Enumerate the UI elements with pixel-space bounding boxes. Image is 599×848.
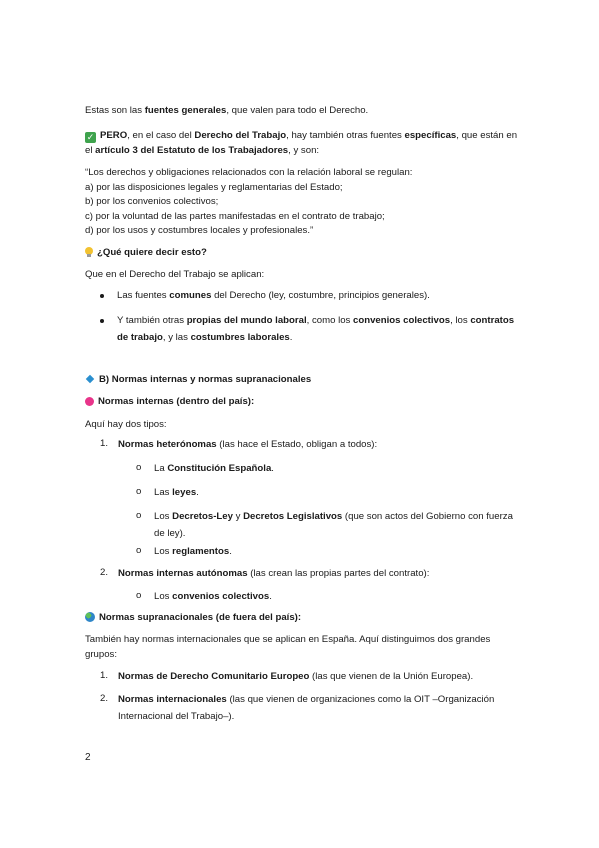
list-item — [118, 436, 518, 453]
internas-heading — [85, 395, 515, 410]
text: También hay normas internacionales que se aplican en España. Aquí distinguimos dos grandes — [85, 634, 491, 645]
heading-text: Normas internas (dentro del país): — [98, 396, 255, 407]
text: , los — [450, 315, 471, 326]
text: Estas son las — [85, 105, 145, 116]
question-heading — [85, 246, 515, 261]
text: el — [85, 144, 96, 156]
bold-text: específicas — [404, 130, 457, 141]
text: , y son: — [288, 144, 320, 156]
bold-text: Normas internas autónomas — [118, 568, 248, 579]
quote-line: d) por los usos y costumbres locales y profesionales.” — [85, 225, 314, 236]
heading-text: Normas supranacionales (de fuera del país): — [99, 612, 302, 623]
bold-text: fuentes generales — [144, 105, 227, 116]
section-b-heading — [85, 373, 515, 388]
bold-text: convenios colectivos — [353, 315, 451, 326]
text: . — [271, 463, 274, 474]
supra-intro — [85, 633, 515, 662]
text: Que en el Derecho del Trabajo se aplican: — [85, 269, 265, 280]
heading-text: ¿Qué quiere decir esto? — [97, 247, 207, 258]
list-item — [118, 691, 518, 725]
quote-line: a) por las disposiciones legales y reglamentarias del Estado; — [85, 181, 343, 193]
page-number: 2 — [85, 752, 91, 763]
bold-text: PERO — [100, 130, 128, 141]
list-item — [154, 484, 514, 501]
list-item — [154, 588, 514, 605]
text: (las hace el Estado, obligan a todos): — [216, 439, 378, 450]
bold-text: costumbres laborales — [190, 332, 290, 343]
bold-text: de trabajo — [117, 332, 163, 343]
sub-bullet: o — [136, 486, 142, 497]
statute-quote — [85, 166, 515, 239]
heading-text: B) Normas internas y normas supranacionales — [99, 374, 312, 385]
bold-text: leyes — [172, 487, 197, 498]
bold-text: Normas de Derecho Comunitario Europeo — [118, 671, 310, 682]
text: , y las — [162, 332, 191, 343]
list-number: 1. — [100, 670, 109, 681]
quote-line: b) por los convenios colectivos; — [85, 196, 219, 207]
text: Y también otras — [117, 315, 187, 326]
quote-line: “Los derechos y obligaciones relacionados con la relación laboral se regulan: — [85, 167, 413, 178]
text: . — [269, 591, 272, 602]
bold-text: artículo 3 del Estatuto de los Trabajadores — [95, 144, 289, 156]
text: Los — [154, 511, 173, 522]
bold-text: Constitución Española — [167, 463, 272, 474]
list-item — [118, 668, 518, 685]
text: grupos: — [85, 648, 117, 660]
quote-line: c) por la voluntad de las partes manifestadas en el contrato de trabajo; — [85, 210, 385, 222]
text: y — [232, 511, 244, 522]
lightbulb-icon — [85, 247, 93, 257]
text: Los — [154, 591, 173, 602]
pero-paragraph — [85, 129, 518, 158]
text: Aquí hay dos tipos: — [85, 419, 167, 430]
sub-bullet: o — [136, 462, 142, 473]
text: , hay también otras fuentes — [286, 130, 405, 141]
text: Las fuentes — [117, 290, 170, 301]
bullet-dot-icon — [100, 294, 104, 298]
intro-paragraph — [85, 104, 515, 119]
list-number: 2. — [100, 567, 109, 578]
bold-text: Normas heterónomas — [118, 439, 217, 450]
bold-text: contratos — [470, 315, 515, 326]
bold-text: convenios colectivos — [172, 591, 270, 602]
blue-diamond-icon — [86, 375, 94, 383]
bold-text: Decretos-Ley — [172, 511, 233, 522]
list-item — [118, 565, 518, 582]
sub-bullet: o — [136, 590, 142, 601]
bullet-dot-icon — [100, 319, 104, 323]
text: (las que vienen de la Unión Europea). — [309, 671, 474, 682]
check-mark-icon: ✓ — [86, 132, 95, 142]
sub-bullet: o — [136, 545, 142, 556]
bold-text: Decretos Legislativos — [243, 511, 343, 522]
text: (las que vienen de organizaciones como la OIT –Organización — [226, 694, 495, 705]
globe-icon — [85, 612, 95, 622]
list-item — [154, 543, 514, 560]
bold-text: propias del mundo laboral — [186, 315, 307, 326]
text: del Derecho (ley, costumbre, principios generales). — [211, 290, 430, 301]
text: Los — [154, 546, 173, 557]
list-number: 1. — [100, 438, 109, 449]
text: . — [196, 487, 199, 498]
text: , que están en — [456, 130, 518, 141]
text: , en el caso del — [127, 130, 195, 141]
text: de ley). — [154, 528, 186, 539]
list-item — [154, 508, 514, 542]
types-intro — [85, 418, 515, 433]
supra-heading — [85, 611, 515, 626]
bold-text: Derecho del Trabajo — [194, 130, 287, 141]
text: . — [289, 332, 293, 343]
bold-text: Normas internacionales — [118, 694, 227, 705]
text: Las — [154, 487, 173, 498]
list-number: 2. — [100, 693, 109, 704]
text: La — [154, 463, 168, 474]
sub-bullet: o — [136, 510, 142, 521]
text: , que valen para todo el Derecho. — [226, 105, 369, 116]
text: , como los — [306, 315, 354, 326]
text: Internacional del Trabajo–). — [118, 711, 235, 722]
bold-text: comunes — [169, 290, 212, 301]
text: (que son actos del Gobierno con fuerza — [342, 511, 513, 522]
bold-text: reglamentos — [172, 546, 230, 557]
pink-circle-icon — [85, 397, 94, 406]
text: (las crean las propias partes del contrato): — [247, 568, 430, 579]
text: . — [229, 546, 232, 557]
list-item — [154, 460, 514, 477]
question-intro — [85, 268, 515, 283]
